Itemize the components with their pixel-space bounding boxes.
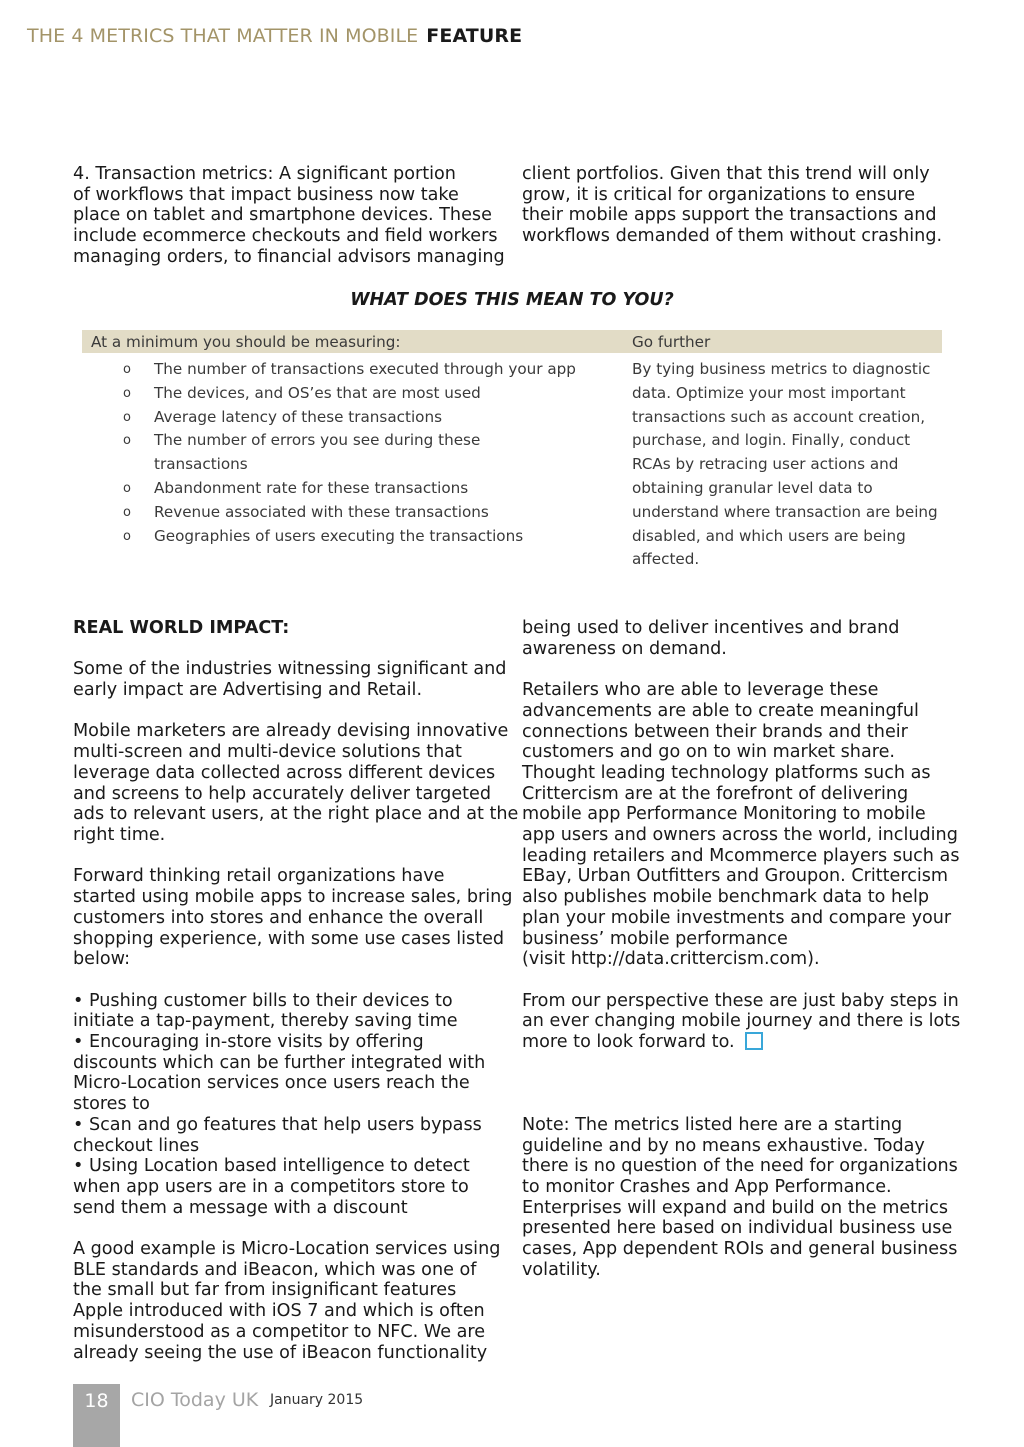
text-line: to monitor Crashes and App Performance.	[522, 1176, 892, 1197]
text-line: volatility.	[522, 1259, 601, 1280]
text-line: stores to	[73, 1094, 150, 1115]
table-item-text: The devices, and OS’es that are most used	[154, 383, 481, 402]
text-line: Apple introduced with iOS 7 and which is often	[73, 1301, 485, 1322]
table-header-left: At a minimum you should be measuring:	[91, 333, 401, 351]
text-line: leading retailers and Mcommerce players such as	[522, 845, 960, 866]
table-item-text: Revenue associated with these transactions	[154, 502, 489, 521]
text-line: initiate a tap-payment, thereby saving time	[73, 1011, 458, 1032]
text-line: (visit http://data.crittercism.com).	[522, 949, 820, 970]
header-section: FEATURE	[426, 25, 523, 47]
text-line: already seeing the use of iBeacon functionality	[73, 1342, 488, 1363]
text-line: customers and go on to win market share.	[522, 742, 895, 763]
end-of-article-square-icon	[745, 1032, 763, 1050]
text-line: Forward thinking retail organizations have	[73, 866, 445, 887]
bullet-marker: o	[123, 362, 131, 377]
text-line: grow, it is critical for organizations to ensure	[522, 184, 916, 205]
bullet-marker: o	[123, 480, 131, 496]
paragraph-gap	[73, 970, 518, 991]
intro-right-column	[522, 164, 942, 247]
paragraph	[522, 618, 960, 659]
text-line: A good example is Micro-Location services using	[73, 1239, 501, 1260]
section-heading	[73, 618, 518, 639]
text-line: • Using Location based intelligence to detect	[73, 1156, 470, 1177]
text-line: customers into stores and enhance the overall	[73, 907, 484, 928]
table-item-text: The number of transactions executed through your app	[154, 360, 576, 378]
paragraph	[73, 1239, 518, 1363]
issue-date: January 2015	[270, 1392, 364, 1408]
magazine-name: CIO Today UK	[131, 1389, 259, 1411]
paragraph-gap	[73, 846, 518, 867]
text-line: an ever changing mobile journey and there is lots	[522, 1011, 961, 1032]
paragraph-gap	[522, 970, 960, 991]
table-item-text: Average latency of these transactions	[154, 407, 442, 426]
text-line: include ecommerce checkouts and field workers	[73, 226, 498, 247]
text-line: connections between their brands and their	[522, 721, 908, 742]
bullet-marker: o	[123, 433, 131, 449]
table-text-line: understand where transaction are being	[632, 502, 938, 521]
text-line: the small but far from insignificant features	[73, 1280, 457, 1301]
paragraph	[73, 659, 518, 700]
text-line: guideline and by no means exhaustive. Today	[522, 1135, 925, 1156]
text-line: • Scan and go features that help users bypass	[73, 1114, 482, 1135]
table-text-line: affected.	[632, 550, 700, 569]
table-text-line: data. Optimize your most important	[632, 383, 906, 402]
text-line: 4. Transaction metrics: A significant portion	[73, 164, 456, 184]
metrics-table	[82, 330, 942, 569]
body-left-column	[73, 618, 518, 1363]
text-line: EBay, Urban Outfitters and Groupon. Crittercism	[522, 866, 949, 887]
text-line: From our perspective these are just baby steps in	[522, 990, 959, 1011]
bullet-marker: o	[123, 385, 131, 401]
bullet-marker: o	[123, 528, 131, 544]
text-line: Crittercism are at the forefront of delivering	[522, 783, 909, 804]
text-line: REAL WORLD IMPACT:	[73, 618, 290, 638]
text-line: presented here based on individual business use	[522, 1218, 953, 1239]
paragraph-gap	[522, 1073, 960, 1094]
table-text-line: transactions such as account creation,	[632, 407, 926, 426]
text-line: when app users are in a competitors store to	[73, 1176, 469, 1197]
text-line: ads to relevant users, at the right place and at the	[73, 804, 519, 825]
text-line: of workflows that impact business now take	[73, 184, 459, 205]
text-line: also publishes mobile benchmark data to help	[522, 887, 930, 908]
text-line: business’ mobile performance	[522, 928, 788, 949]
text-line: BLE standards and iBeacon, which was one of	[73, 1259, 477, 1280]
page-number: 18	[84, 1390, 109, 1412]
paragraph-gap	[73, 701, 518, 722]
note-paragraph	[522, 1115, 960, 1281]
closing-paragraph	[522, 991, 960, 1053]
table-text-line: disabled, and which users are being	[632, 526, 906, 545]
text-line: started using mobile apps to increase sales, bring	[73, 887, 513, 908]
text-line: workflows demanded of them without crashing.	[522, 226, 943, 247]
text-line: client portfolios. Given that this trend will only	[522, 164, 930, 184]
table-bullet-item	[123, 501, 576, 525]
text-line: Retailers who are able to leverage these	[522, 680, 879, 701]
text-line: more to look forward to.	[522, 1032, 735, 1053]
text-line: awareness on demand.	[522, 638, 727, 659]
table-text-line: obtaining granular level data to	[632, 478, 873, 497]
text-line: checkout lines	[73, 1135, 200, 1156]
intro-left-column	[73, 164, 505, 268]
table-header-row	[82, 330, 942, 353]
paragraph	[73, 991, 518, 1219]
table-text-line: RCAs by retracing user actions and	[632, 455, 899, 474]
text-line: leverage data collected across different devices	[73, 762, 496, 783]
text-line: being used to deliver incentives and brand	[522, 618, 900, 638]
table-right-text	[632, 358, 938, 572]
paragraph-gap	[522, 659, 960, 680]
table-bullet-continuation	[123, 453, 576, 477]
paragraph	[73, 721, 518, 845]
text-line: discounts which can be further integrated with	[73, 1052, 486, 1073]
text-line: Note: The metrics listed here are a starting	[522, 1114, 903, 1135]
text-line: • Encouraging in-store visits by offering	[73, 1032, 424, 1052]
text-line: multi-screen and multi-device solutions that	[73, 742, 462, 763]
text-line: their mobile apps support the transactions and	[522, 205, 937, 226]
table-text-line: By tying business metrics to diagnostic	[632, 360, 931, 378]
table-item-text: The number of errors you see during these	[154, 431, 481, 450]
table-bullet-item	[123, 406, 576, 430]
text-line: mobile app Performance Monitoring to mobile	[522, 804, 926, 825]
text-line: shopping experience, with some use cases listed	[73, 928, 505, 949]
text-line: Micro-Location services once users reach the	[73, 1073, 470, 1094]
text-line: advancements are able to create meaningful	[522, 700, 919, 721]
text-line: send them a message with a discount	[73, 1197, 408, 1218]
table-header-right: Go further	[632, 333, 711, 351]
text-line: misunderstood as a competitor to NFC. We are	[73, 1321, 486, 1342]
table-bullet-item	[123, 382, 576, 406]
text-line: Thought leading technology platforms such as	[522, 762, 931, 783]
table-item-text: Geographies of users executing the transactions	[154, 526, 524, 545]
table-text-line: purchase, and login. Finally, conduct	[632, 431, 911, 450]
table-item-text: transactions	[154, 455, 248, 474]
table-bullet-item	[123, 525, 576, 549]
table-bullet-item	[123, 429, 576, 453]
table-item-text: Abandonment rate for these transactions	[154, 478, 469, 497]
paragraph-gap	[73, 1218, 518, 1239]
text-line: and screens to help accurately deliver targeted	[73, 783, 492, 804]
body-right-column	[522, 618, 960, 1280]
bullet-marker: o	[123, 409, 131, 425]
text-line: app users and owners across the world, including	[522, 825, 958, 846]
text-line: place on tablet and smartphone devices. These	[73, 205, 492, 226]
text-line: Enterprises will expand and build on the metrics	[522, 1197, 949, 1218]
section-subhead: WHAT DOES THIS MEAN TO YOU?	[350, 290, 674, 310]
text-line: Mobile marketers are already devising innovative	[73, 721, 509, 742]
text-line: below:	[73, 949, 130, 970]
paragraph-gap	[522, 1053, 960, 1074]
text-line: early impact are Advertising and Retail.	[73, 680, 423, 701]
text-line: Some of the industries witnessing significant and	[73, 659, 507, 680]
bullet-marker: o	[123, 504, 131, 520]
text-line: cases, App dependent ROIs and general business	[522, 1239, 958, 1260]
header-kicker: THE 4 METRICS THAT MATTER IN MOBILE	[27, 25, 419, 47]
running-header	[27, 25, 522, 47]
text-line: • Pushing customer bills to their devices to	[73, 990, 453, 1011]
paragraph	[522, 680, 960, 970]
text-line: managing orders, to financial advisors managing	[73, 246, 505, 267]
table-bullet-item	[123, 477, 576, 501]
text-line: right time.	[73, 825, 166, 845]
paragraph-gap	[73, 639, 518, 660]
table-left-list	[123, 358, 576, 548]
paragraph	[73, 866, 518, 970]
text-line: there is no question of the need for organizations	[522, 1156, 958, 1177]
text-line: plan your mobile investments and compare your	[522, 907, 952, 928]
table-bullet-item	[123, 358, 576, 382]
paragraph-gap	[522, 1094, 960, 1115]
closing-last-line	[522, 1032, 960, 1053]
